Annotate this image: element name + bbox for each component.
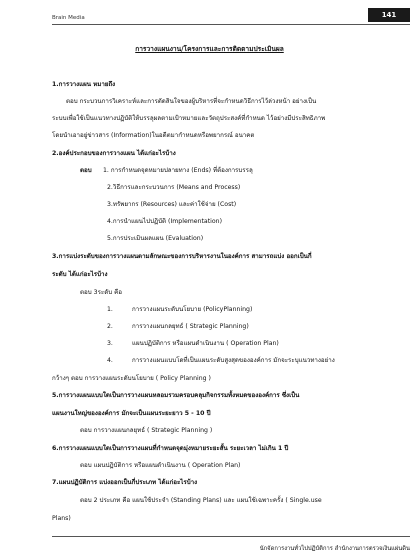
s3-item-number: 2. (107, 323, 113, 330)
s1-paragraph-line-2: ระบบเพื่อใช้เป็นแนวทางปฏิบัติให้บรรลุผลตามเป้าหมายและวัตถุประสงค์ที่กำหนด ไว้อย่างมีประสิทธิภาพ (52, 115, 326, 122)
s3-item-text: การวางแผนระดับนโยบาย (PolicyPlanning) (132, 306, 253, 313)
s2-item: 5.การประเมินผลแผน (Evaluation) (107, 235, 204, 242)
s2-heading: 2.องค์ประกอบของการวางแผน ได้แก่อะไรบ้าง (52, 150, 176, 157)
s2-answer-label: ตอบ (80, 167, 92, 174)
s7-answer-line-1: ตอบ 2 ประเภท คือ แผนใช้ประจำ (Standing Plans) และ แผนใช้เฉพาะครั้ง ( Single.use (80, 497, 322, 504)
s7-answer-line-2: Plans) (52, 515, 71, 522)
s3-item-number: 4. (107, 357, 113, 364)
s3-item-number: 3. (107, 340, 113, 347)
s3-item-text: แผนปฏิบัติการ หรือแผนดำเนินงาน ( Operation Plan) (132, 340, 279, 347)
s5-heading-line-1: 5.การวางแผนแบบใดเป็นการวางแผนหลอมรวมครอบคลุมกิจกรรมทั้งหมดขององค์การ ซึ่งเป็น (52, 392, 300, 399)
s2-item: 2.วิธีการและกระบวนการ (Means and Process) (107, 184, 241, 191)
s5-answer: ตอบ การวางแผนกลยุทธ์ ( Strategic Planning ) (80, 427, 213, 434)
footer-rule (52, 536, 410, 537)
s1-paragraph-line-3: โดยนำเอาอยู่ข่าวสาร (Information)ในอดีตมากำหนดหรือพยากรณ์ อนาคต (52, 132, 255, 139)
s1-paragraph-line-1: ตอบ กระบวนการวิเคราะห์และการตัดสินใจของผู้บริหารที่จะกำหนดวิธีการไว้ล่วงหน้า อย่างเป็น (66, 98, 317, 105)
s2-item: 1. การกำหนดจุดหมายปลายทาง (Ends) ที่ต้องการบรรลุ (103, 167, 253, 174)
s5-heading-line-2: แผนงานใหญ่ขององค์การ มักจะเป็นแผนระยะยาว 5 - 10 ปี (52, 410, 211, 417)
header-publisher: Brain Media (52, 15, 85, 21)
footer-text: นักจัดการงานทั่วไปปฏิบัติการ สำนักงานการตรวจเงินแผ่นดิน (259, 546, 410, 552)
s3-continuation: กว้างๆ ตอบ การวางแผนระดับนโยบาย ( Policy Planning ) (52, 375, 211, 382)
s1-heading: 1.การวางแผน หมายถึง (52, 81, 116, 88)
s6-heading: 6.การวางแผนแบบใดเป็นการวางแผนที่กำหนดจุดมุ่งหมายระยะสั้น ระยะเวลา ไม่เกิน 1 ปี (52, 445, 289, 452)
s2-item: 4.การนำแผนไปปฏิบัติ (Implementation) (107, 218, 222, 225)
s3-heading-line-2: ระดับ ได้แก่อะไรบ้าง (52, 271, 108, 278)
s6-answer: ตอบ แผนปฏิบัติการ หรือแผนดำเนินงาน ( Operation Plan) (80, 462, 241, 469)
s3-item-text: การวางแผนแบบโดที่เป็นแผนระดับสูงสุดขององค์การ มักจะระบุแนวทางอย่าง (132, 357, 335, 364)
s3-answer: ตอบ 3ระดับ คือ (80, 289, 122, 296)
page-number-badge: 141 (368, 8, 410, 22)
page-title: การวางแผนงาน/โครงการและการติดตามประเมินผล (135, 45, 284, 53)
s2-item: 3.ทรัพยากร (Resources) และค่าใช้จ่าย (Cost) (107, 201, 237, 208)
s3-heading-line-1: 3.การแบ่งระดับของการวางแผนตามลักษณะของการบริหารงานในองค์การ สามารถแบ่ง ออกเป็นกี่ (52, 253, 312, 260)
s7-heading: 7.แผนปฏิบัติการ แบ่งออกเป็นกี่ประเภท ได้แก่อะไรบ้าง (52, 479, 198, 486)
header-rule (52, 24, 410, 25)
s3-item-number: 1. (107, 306, 113, 313)
s3-item-text: การวางแผนกลยุทธ์ ( Strategic Planning) (132, 323, 249, 330)
